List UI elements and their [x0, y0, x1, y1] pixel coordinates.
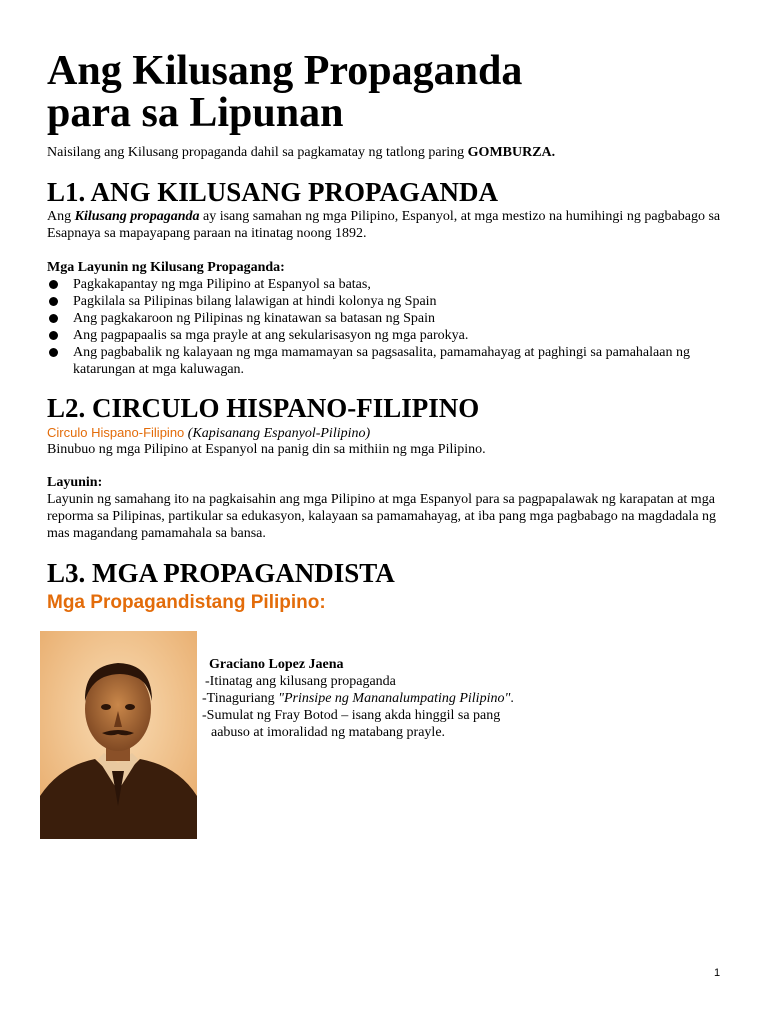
l2-goal-label-text: Layunin:	[47, 475, 103, 490]
list-item	[47, 310, 737, 327]
l1-goals-heading-text: Mga Layunin ng Kilusang Propaganda:	[47, 260, 285, 275]
list-item	[47, 327, 737, 344]
page-number: 1	[714, 967, 721, 979]
page-title	[47, 50, 522, 134]
bullet-icon	[49, 280, 58, 289]
person-name-text: Graciano Lopez Jaena	[209, 657, 344, 672]
l3-subheading: Mga Propagandistang Pilipino:	[47, 592, 326, 613]
bullet-icon	[49, 314, 58, 323]
list-item-text: Pagkakapantay ng mga Pilipino at Espanyol sa batas,	[73, 277, 371, 292]
l1-para-term: Kilusang propaganda	[74, 209, 200, 224]
title-line-2: para sa Lipunan	[47, 90, 344, 136]
portrait-image	[40, 631, 197, 839]
l2-name: Circulo Hispano-Filipino	[47, 425, 185, 440]
person-line-4: aabuso at imoralidad ng matabang prayle.	[211, 725, 446, 740]
person-line-2-lead: -Tinaguriang	[202, 691, 279, 706]
section-l1-heading: L1. ANG KILUSANG PROPAGANDA	[47, 177, 499, 207]
list-item-text: Pagkilala sa Pilipinas bilang lalawigan at hindi kolonya ng Spain	[73, 294, 437, 309]
person-line-3: -Sumulat ng Fray Botod – isang akda hinggil sa pang	[202, 708, 501, 723]
l2-description: Binubuo ng mga Pilipino at Espanyol na panig din sa mithiin ng mga Pilipino.	[47, 442, 486, 457]
l1-goals-list	[47, 276, 737, 378]
list-item	[47, 344, 737, 378]
person-line-2-end: .	[510, 691, 514, 706]
bullet-icon	[49, 297, 58, 306]
intro-text: Naisilang ang Kilusang propaganda dahil sa pagkamatay ng tatlong paring	[47, 145, 468, 160]
bullet-icon	[49, 331, 58, 340]
section-l3-heading: L3. MGA PROPAGANDISTA	[47, 558, 395, 588]
list-item	[47, 293, 737, 310]
l1-para-lead: Ang	[47, 209, 75, 224]
person-line-2-italic: "Prinsipe ng Mananalumpating Pilipino"	[278, 691, 511, 706]
intro-paragraph	[47, 144, 737, 161]
l1-goals-heading	[47, 259, 285, 276]
bullet-icon	[49, 348, 58, 357]
section-l2-heading: L2. CIRCULO HISPANO-FILIPINO	[47, 393, 480, 423]
title-line-1: Ang Kilusang Propaganda	[47, 48, 523, 94]
list-item-text: Ang pagkakaroon ng Pilipinas ng kinatawan sa batasan ng Spain	[73, 311, 435, 326]
l2-translation: (Kapisanang Espanyol-Pilipino)	[184, 426, 371, 441]
l1-para-rest: ay isang samahan ng mga Pilipino, Espanyol, at mga mestizo na humihingi ng pagbabago sa Esapnaya sa mapayapang paraan na itinatag noong 1892.	[47, 209, 721, 241]
l1-paragraph	[47, 208, 737, 242]
list-item-text: Ang pagpapaalis sa mga prayle at ang sekularisasyon ng mga parokya.	[73, 328, 469, 343]
l2-goal-text: Layunin ng samahang ito na pagkaisahin ang mga Pilipino at mga Espanyol para sa pagpapalawak ng karapatan at mga reporma sa Pilipinas, partikular sa edukasyon, kalayaan sa pamamahayag, at iba pang mga pagbabago na magdadala ng mas magandang pamamahala sa bansa.	[47, 492, 717, 541]
person-line-1: -Itinatag ang kilusang propaganda	[205, 674, 396, 689]
l2-goal-label	[47, 474, 102, 491]
intro-bold: GOMBURZA.	[467, 145, 556, 160]
list-item-text: Ang pagbabalik ng kalayaan ng mga mamamayan sa pagsasalita, pamamahayag at paghingi sa pamahalaan ng katarungan at mga kaluwagan.	[73, 345, 690, 377]
l2-name-line	[47, 424, 737, 442]
portrait-illustration	[40, 631, 197, 839]
list-item	[47, 276, 737, 293]
person-name	[209, 656, 344, 673]
person-line-2	[202, 690, 742, 707]
